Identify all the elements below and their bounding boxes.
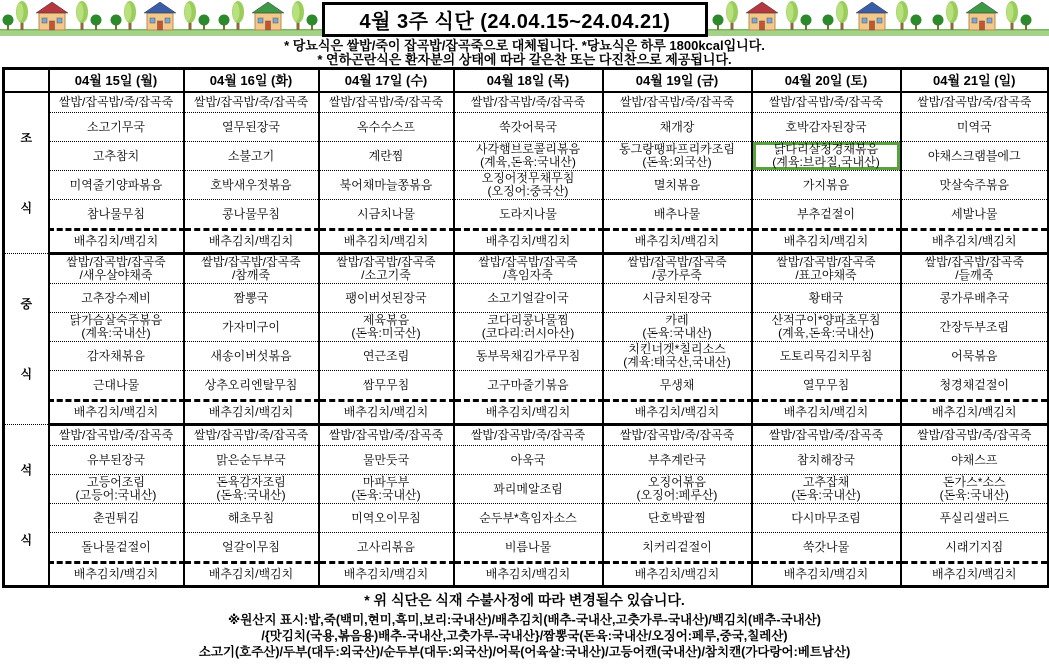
menu-item-cell: 배추김치/백김치 <box>752 230 901 254</box>
dinner-row <box>4 475 1049 504</box>
menu-item-cell: 미역오이무침 <box>319 504 454 533</box>
menu-item-cell: 쌀밥/잡곡밥/죽/잡곡죽 <box>901 92 1049 113</box>
menu-item-cell: 제육볶음 (돈육:미국산) <box>319 313 454 342</box>
menu-item-cell: 미역줄기양파볶음 <box>49 171 184 200</box>
menu-item-cell: 닭가슴살숙주볶음 (계육:국내산) <box>49 313 184 342</box>
menu-item-cell: 쌀밥/잡곡밥/잡곡죽 /표고야채죽 <box>752 254 901 284</box>
lunch-row <box>4 284 1049 313</box>
section-label-char: 식 <box>20 532 33 547</box>
menu-item-cell: 배추김치/백김치 <box>454 401 603 425</box>
menu-item-cell: 쌀밥/잡곡밥/죽/잡곡죽 <box>752 425 901 446</box>
day-header: 04월 15일 (월) <box>49 69 184 93</box>
menu-item-cell: 맛살숙주볶음 <box>901 171 1049 200</box>
menu-item-cell: 고사리볶음 <box>319 533 454 563</box>
menu-item-cell: 마파두부 (돈육:국내산) <box>319 475 454 504</box>
menu-item-cell: 쌀밥/잡곡밥/죽/잡곡죽 <box>319 92 454 113</box>
menu-item-cell: 배추김치/백김치 <box>184 401 319 425</box>
menu-item-cell: 쌀밥/잡곡밥/죽/잡곡죽 <box>49 425 184 446</box>
menu-item-cell: 배추김치/백김치 <box>752 401 901 425</box>
lunch-row <box>4 254 1049 284</box>
menu-item-cell: 맑은순두부국 <box>184 446 319 475</box>
menu-item-cell: 쌀밥/잡곡밥/잡곡죽 /새우살야채죽 <box>49 254 184 284</box>
day-header: 04월 19일 (금) <box>603 69 752 93</box>
menu-item-cell: 산적구이*양파초무침 (계육,돈육:국내산) <box>752 313 901 342</box>
section-label-char: 조 <box>20 130 33 145</box>
section-label-char: 중 <box>20 296 33 311</box>
day-header: 04월 17일 (수) <box>319 69 454 93</box>
menu-item-cell: 시금치된장국 <box>603 284 752 313</box>
menu-item-cell: 소고기얼갈이국 <box>454 284 603 313</box>
menu-item-cell: 오징어젓무채무침 (오징어:중국산) <box>454 171 603 200</box>
origin-notes <box>0 612 1049 660</box>
menu-item-cell: 청경채겉절이 <box>901 371 1049 401</box>
menu-item-cell: 배추김치/백김치 <box>901 401 1049 425</box>
menu-item-cell: 배추김치/백김치 <box>49 563 184 587</box>
menu-item-cell: 순두부*흑임자소스 <box>454 504 603 533</box>
menu-item-cell: 배추김치/백김치 <box>319 401 454 425</box>
menu-item-cell: 채개장 <box>603 113 752 142</box>
menu-item-cell: 미역국 <box>901 113 1049 142</box>
menu-item-cell: 코다리콩나물찜 (코다리:러시아산) <box>454 313 603 342</box>
menu-item-cell: 배추김치/백김치 <box>184 563 319 587</box>
menu-item-cell: 동부묵채김가루무침 <box>454 342 603 371</box>
menu-item-cell: 쌀밥/잡곡밥/죽/잡곡죽 <box>319 425 454 446</box>
lunch-section-label <box>4 254 49 425</box>
diet-notes <box>0 39 1049 67</box>
lunch-row <box>4 371 1049 401</box>
menu-item-cell: 물만둣국 <box>319 446 454 475</box>
menu-item-cell: 쌀밥/잡곡밥/죽/잡곡죽 <box>49 92 184 113</box>
menu-item-cell: 야채스프 <box>901 446 1049 475</box>
menu-item-cell: 시래기지짐 <box>901 533 1049 563</box>
day-header: 04월 16일 (화) <box>184 69 319 93</box>
day-header: 04월 20일 (토) <box>752 69 901 93</box>
menu-item-cell: 배추나물 <box>603 200 752 230</box>
lunch-row <box>4 313 1049 342</box>
menu-item-cell: 황태국 <box>752 284 901 313</box>
menu-item-cell: 유부된장국 <box>49 446 184 475</box>
menu-item-cell: 짬뽕국 <box>184 284 319 313</box>
page-title: 4월 3주 식단 (24.04.15~24.04.21) <box>322 2 708 37</box>
menu-item-cell: 오징어볶음 (오징어:페루산) <box>603 475 752 504</box>
menu-item-cell: 계란찜 <box>319 142 454 171</box>
menu-item-cell: 쌀밥/잡곡밥/잡곡죽 /콩가루죽 <box>603 254 752 284</box>
breakfast-row <box>4 230 1049 254</box>
menu-item-cell: 배추김치/백김치 <box>454 230 603 254</box>
menu-item-cell: 무생채 <box>603 371 752 401</box>
menu-item-cell: 쌀밥/잡곡밥/죽/잡곡죽 <box>603 425 752 446</box>
menu-item-cell: 돌나물겉절이 <box>49 533 184 563</box>
menu-item-cell: 배추김치/백김치 <box>454 563 603 587</box>
menu-item-cell: 카레 (돈육:국내산) <box>603 313 752 342</box>
dinner-row <box>4 446 1049 475</box>
origin-note-line-1: ※원산지 표시:밥,죽(백미,현미,흑미,보리:국내산)/배추김치(배추-국내산,고춧가루-국내산)/백김치(배추-국내산) <box>228 613 821 627</box>
menu-table-head <box>4 69 1049 93</box>
breakfast-section-label <box>4 92 49 254</box>
dinner-row <box>4 533 1049 563</box>
menu-item-cell: 멸치볶음 <box>603 171 752 200</box>
menu-item-cell: 쌀밥/잡곡밥/죽/잡곡죽 <box>454 92 603 113</box>
menu-item-cell: 상추오리엔탈무침 <box>184 371 319 401</box>
day-header: 04월 18일 (목) <box>454 69 603 93</box>
origin-note-line-3: 소고기(호주산)/두부(대두:외국산)/순두부(대두:외국산)/어묵(어육살:국내산)/고등어캔(국내산)/참치캔(가다랑어:베트남산) <box>198 645 851 659</box>
breakfast-row <box>4 171 1049 200</box>
menu-item-cell: 쌈무무침 <box>319 371 454 401</box>
menu-item-cell: 북어채마늘쫑볶음 <box>319 171 454 200</box>
menu-item-cell: 도토리묵김치무침 <box>752 342 901 371</box>
menu-item-cell: 쌀밥/잡곡밥/죽/잡곡죽 <box>603 92 752 113</box>
change-notice: * 위 식단은 식재 수불사정에 따라 변경될수 있습니다. <box>364 592 685 608</box>
menu-item-cell: 세발나물 <box>901 200 1049 230</box>
menu-item-cell: 고등어조림 (고등어:국내산) <box>49 475 184 504</box>
menu-item-cell: 고추잡채 (돈육:국내산) <box>752 475 901 504</box>
menu-item-cell: 가지볶음 <box>752 171 901 200</box>
menu-item-cell: 호박감자된장국 <box>752 113 901 142</box>
menu-item-cell: 다시마무조림 <box>752 504 901 533</box>
menu-item-cell: 새송이버섯볶음 <box>184 342 319 371</box>
menu-item-cell: 해초무침 <box>184 504 319 533</box>
menu-item-cell: 시금치나물 <box>319 200 454 230</box>
menu-item-cell: 쌀밥/잡곡밥/잡곡죽 /소고기죽 <box>319 254 454 284</box>
menu-item-cell: 어묵볶음 <box>901 342 1049 371</box>
lunch-row <box>4 342 1049 371</box>
menu-item-cell: 야채스크램블에그 <box>901 142 1049 171</box>
menu-item-cell: 쌀밥/잡곡밥/죽/잡곡죽 <box>901 425 1049 446</box>
menu-item-cell: 고추참치 <box>49 142 184 171</box>
menu-item-cell: 참치해장국 <box>752 446 901 475</box>
menu-item-cell: 배추김치/백김치 <box>184 230 319 254</box>
menu-item-cell: 열무무침 <box>752 371 901 401</box>
diet-note-line-1: * 당뇨식은 쌀밥/죽이 잡곡밥/잡곡죽으로 대체됩니다. *당뇨식은 하루 1800kcal입니다. <box>284 38 765 53</box>
menu-item-cell: 배추김치/백김치 <box>319 563 454 587</box>
menu-item-cell: 배추김치/백김치 <box>49 401 184 425</box>
menu-item-cell: 열무된장국 <box>184 113 319 142</box>
menu-item-cell: 고구마줄기볶음 <box>454 371 603 401</box>
breakfast-row <box>4 200 1049 230</box>
menu-item-cell: 참나물무침 <box>49 200 184 230</box>
day-header-row <box>4 69 1049 93</box>
menu-item-cell: 쌀밥/잡곡밥/잡곡죽 /흑임자죽 <box>454 254 603 284</box>
menu-item-cell: 쌀밥/잡곡밥/죽/잡곡죽 <box>454 425 603 446</box>
menu-item-cell: 배추김치/백김치 <box>49 230 184 254</box>
menu-item-cell: 호박새우젓볶음 <box>184 171 319 200</box>
menu-item-cell: 옥수수스프 <box>319 113 454 142</box>
menu-item-cell: 치커리겉절이 <box>603 533 752 563</box>
menu-item-cell: 쑥갓나물 <box>752 533 901 563</box>
menu-item-cell: 팽이버섯된장국 <box>319 284 454 313</box>
menu-item-cell: 배추김치/백김치 <box>603 563 752 587</box>
breakfast-row <box>4 92 1049 113</box>
menu-table-body <box>4 92 1049 587</box>
menu-item-cell: 도라지나물 <box>454 200 603 230</box>
menu-item-cell: 비름나물 <box>454 533 603 563</box>
menu-item-cell: 동그랑땡파프리카조림 (돈육:외국산) <box>603 142 752 171</box>
lunch-row <box>4 401 1049 425</box>
dinner-row <box>4 563 1049 587</box>
section-label-char: 석 <box>20 462 33 477</box>
menu-item-cell: 쌀밥/잡곡밥/잡곡죽 /들깨죽 <box>901 254 1049 284</box>
menu-item-cell: 부추계란국 <box>603 446 752 475</box>
menu-item-cell: 얼갈이무침 <box>184 533 319 563</box>
menu-item-cell: 배추김치/백김치 <box>901 230 1049 254</box>
highlighted-menu-item: 닭다리살청경채볶음 (계육:브라질,국내산) <box>752 142 901 171</box>
menu-item-cell: 간장두부조림 <box>901 313 1049 342</box>
menu-item-cell: 부추겉절이 <box>752 200 901 230</box>
menu-item-cell: 쌀밥/잡곡밥/죽/잡곡죽 <box>184 92 319 113</box>
menu-item-cell: 소불고기 <box>184 142 319 171</box>
menu-item-cell: 푸실리샐러드 <box>901 504 1049 533</box>
menu-item-cell: 아욱국 <box>454 446 603 475</box>
menu-item-cell: 쑥갓어묵국 <box>454 113 603 142</box>
menu-item-cell: 배추김치/백김치 <box>901 563 1049 587</box>
breakfast-row <box>4 113 1049 142</box>
menu-item-cell: 배추김치/백김치 <box>752 563 901 587</box>
menu-item-cell: 콩가루배추국 <box>901 284 1049 313</box>
menu-item-cell: 돈가스*소스 (돈육:국내산) <box>901 475 1049 504</box>
menu-item-cell: 쌀밥/잡곡밥/죽/잡곡죽 <box>752 92 901 113</box>
menu-item-cell: 콩나물무침 <box>184 200 319 230</box>
menu-item-cell: 소고기무국 <box>49 113 184 142</box>
menu-item-cell: 치킨너겟*칠리소스 (계육:태국산,국내산) <box>603 342 752 371</box>
dinner-row <box>4 425 1049 446</box>
menu-item-cell: 가자미구이 <box>184 313 319 342</box>
menu-item-cell: 단호박팥찜 <box>603 504 752 533</box>
menu-item-cell: 배추김치/백김치 <box>603 230 752 254</box>
menu-item-cell: 사각햄브로콜리볶음 (계육,돈육:국내산) <box>454 142 603 171</box>
menu-item-cell: 배추김치/백김치 <box>603 401 752 425</box>
menu-item-cell: 감자채볶음 <box>49 342 184 371</box>
diet-note-line-2: * 연하곤란식은 환자분의 상태에 따라 갈은찬 또는 다진찬으로 제공됩니다. <box>317 52 732 67</box>
menu-item-cell: 연근조림 <box>319 342 454 371</box>
menu-item-cell: 꽈리메알조림 <box>454 475 603 504</box>
breakfast-row <box>4 142 1049 171</box>
menu-item-cell: 배추김치/백김치 <box>319 230 454 254</box>
menu-item-cell: 고추장수제비 <box>49 284 184 313</box>
menu-table <box>2 67 1049 588</box>
menu-item-cell: 쌀밥/잡곡밥/잡곡죽 /참깨죽 <box>184 254 319 284</box>
corner-cell <box>4 69 49 93</box>
section-label-char: 식 <box>20 366 33 381</box>
menu-item-cell: 춘권튀김 <box>49 504 184 533</box>
section-label-char: 식 <box>20 200 33 215</box>
origin-note-line-2: /{맛김치(국용,볶음용)배추-국내산,고춧가루-국내산}/짬뽕국(돈육:국내산/오징어:페루,중국,칠레산) <box>261 629 788 643</box>
menu-item-cell: 쌀밥/잡곡밥/죽/잡곡죽 <box>184 425 319 446</box>
menu-item-cell: 돈육감자조림 (돈육:국내산) <box>184 475 319 504</box>
dinner-row <box>4 504 1049 533</box>
day-header: 04월 21일 (일) <box>901 69 1049 93</box>
menu-item-cell: 근대나물 <box>49 371 184 401</box>
dinner-section-label <box>4 425 49 587</box>
